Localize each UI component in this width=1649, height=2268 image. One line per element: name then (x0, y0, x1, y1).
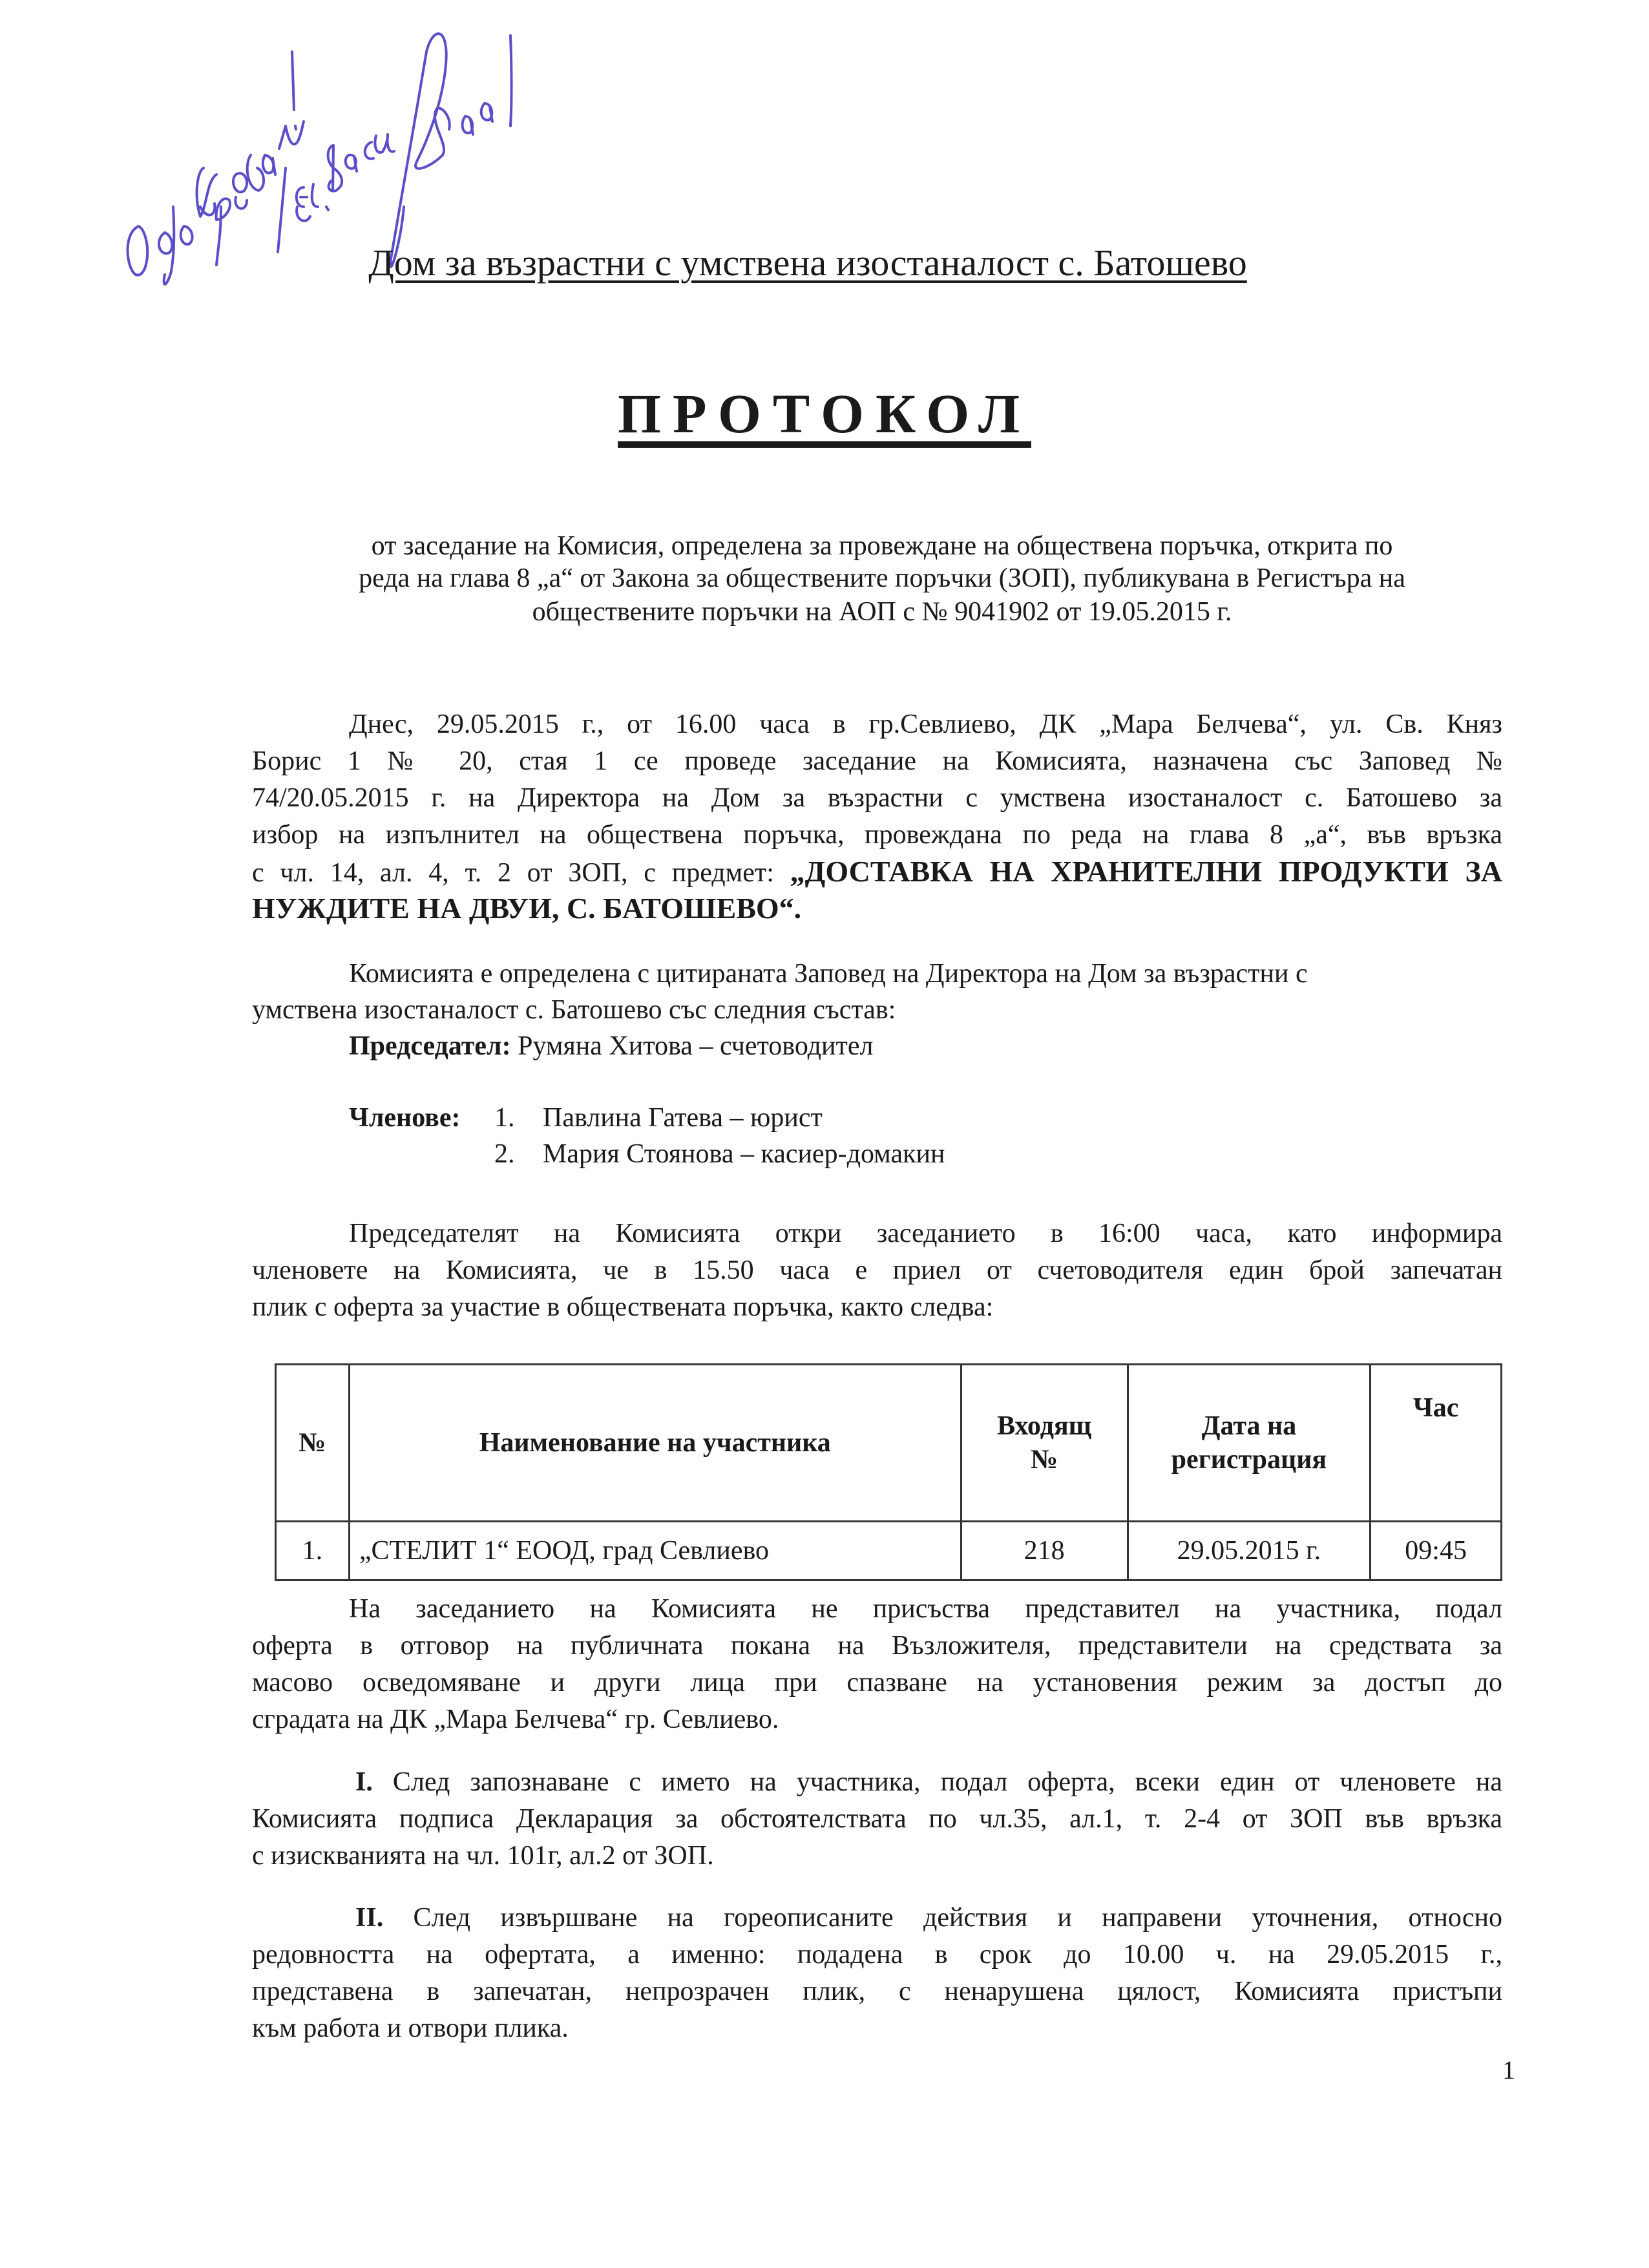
paragraph-line: На заседанието на Комисията не присъства представител на участника, подал (349, 1594, 1502, 1624)
section-1-marker: I. (355, 1767, 373, 1797)
col-header-number: № (276, 1365, 350, 1522)
table-header-row (276, 1365, 1502, 1522)
subject-title-cont: НУЖДИТЕ НА ДВУИ, С. БАТОШЕВО“. (252, 892, 802, 925)
col-header-incoming-number (961, 1365, 1128, 1522)
col-header-name: Наименование на участника (349, 1365, 961, 1522)
committee-line: умствена изостаналост с. Батошево със следния състав: (252, 995, 896, 1025)
section-2-text: След извършване на гореописаните действия и направени уточнения, относно (383, 1903, 1502, 1933)
paragraph-line: Днес, 29.05.2015 г., от 16.00 часа в гр.Севлиево, ДК „Мара Белчева“, ул. Св. Княз (349, 709, 1502, 739)
section-2-marker: II. (355, 1903, 384, 1933)
section-2-line: към работа и отвори плика. (252, 2013, 569, 2043)
document-title-text: ПРОТОКОЛ (618, 383, 1031, 445)
table-row (276, 1522, 1502, 1580)
cell-time: 09:45 (1371, 1522, 1502, 1580)
chair-line (349, 1030, 873, 1062)
paragraph-line (252, 856, 1502, 889)
section-2-line: представена в запечатан, непрозрачен плик, с ненарушена цялост, Комисията пристъпи (252, 1977, 1502, 2006)
subject-prefix: с чл. 14, ал. 4, т. 2 от ЗОП, с предмет: (252, 858, 790, 888)
paragraph-line: Председателят на Комисията откри заседанието в 16:00 часа, като информира (349, 1219, 1502, 1248)
committee-line: Комисията е определена с цитираната Заповед на Директора на Дом за възрастни с (349, 959, 1308, 989)
paragraph-line: сградата на ДК „Мара Белчева“ гр. Севлиево. (252, 1705, 779, 1734)
col-header-time: Час (1371, 1365, 1502, 1522)
members-label: Членове: (349, 1103, 461, 1133)
col-header-incoming-number-text: Входящ № (997, 1411, 1092, 1475)
cell-participant-name: „СТЕЛИТ 1“ ЕООД, град Севлиево (349, 1522, 961, 1580)
col-header-registration-date (1128, 1365, 1371, 1522)
member-name: Мария Стоянова – касиер-домакин (543, 1139, 945, 1169)
chair-label: Председател: (349, 1031, 511, 1061)
paragraph-line: плик с оферта за участие в обществената поръчка, както следва: (252, 1292, 994, 1322)
chair-value: Румяна Хитова – счетоводител (510, 1031, 874, 1061)
section-1-line: Комисията подписа Декларация за обстоятелствата по чл.35, ал.1, т. 2-4 от ЗОП във връзка (252, 1804, 1502, 1834)
col-header-registration-date-text: Дата на регистрация (1171, 1411, 1327, 1475)
member-number: 2. (494, 1139, 515, 1169)
intro-line: обществените поръчки на АОП с № 9041902 от 19.05.2015 г. (532, 597, 1232, 627)
paragraph-line: избор на изпълнител на обществена поръчка, провеждана по реда на глава 8 „а“, във връзка (252, 820, 1502, 850)
participants-table (275, 1363, 1502, 1581)
cell-incoming-number: 218 (961, 1522, 1128, 1580)
intro-line: от заседание на Комисия, определена за провеждане на обществена поръчка, открита по (371, 531, 1393, 561)
cell-number: 1. (276, 1522, 350, 1580)
document-title (0, 381, 1649, 446)
cell-registration-date: 29.05.2015 г. (1128, 1522, 1371, 1580)
member-name: Павлина Гатева – юрист (543, 1103, 823, 1133)
member-number: 1. (494, 1103, 515, 1133)
paragraph-line: масово осведомяване и други лица при спазване на установения режим за достъп до (252, 1668, 1502, 1697)
intro-line: реда на глава 8 „а“ от Закона за обществените поръчки (ЗОП), публикувана в Регистъра на (359, 563, 1405, 593)
section-1-line: с изискванията на чл. 101г, ал.2 от ЗОП. (252, 1841, 714, 1871)
paragraph-line: 74/20.05.2015 г. на Директора на Дом за възрастни с умствена изостаналост с. Батошево за (252, 783, 1502, 813)
page-number: 1 (1502, 2055, 1515, 2084)
paragraph-line: Борис 1 № 20, стая 1 се проведе заседание на Комисията, назначена със Заповед № (252, 746, 1502, 776)
subject-title: „ДОСТАВКА НА ХРАНИТЕЛНИ ПРОДУКТИ ЗА (790, 855, 1503, 888)
paragraph-line: членовете на Комисията, че в 15.50 часа е приел от счетоводителя един брой запечатан (252, 1255, 1502, 1285)
institution-title: Дом за възрастни с умствена изостаналост с. Батошево (368, 242, 1247, 284)
section-1-line (355, 1766, 1502, 1798)
section-1-text: След запознаване с името на участника, подал оферта, всеки един от членовете на (372, 1767, 1502, 1797)
paragraph-line: оферта в отговор на публичната покана на Възложителя, представители на средствата за (252, 1631, 1502, 1661)
section-2-line: редовността на офертата, а именно: подадена в срок до 10.00 ч. на 29.05.2015 г., (252, 1940, 1502, 1969)
section-2-line (355, 1902, 1502, 1934)
